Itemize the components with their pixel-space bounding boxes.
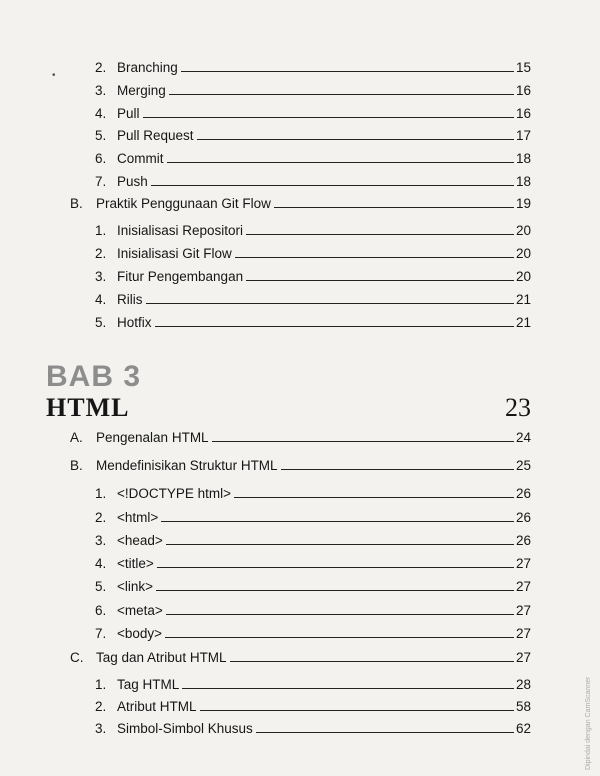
entry-label: <head> — [117, 533, 163, 548]
entry-number: 2. — [95, 246, 107, 261]
toc-section — [70, 430, 531, 445]
leader-line — [200, 709, 514, 711]
leader-line — [155, 325, 514, 327]
entry-label: <html> — [117, 510, 159, 525]
entry-page: 17 — [515, 128, 531, 143]
leader-line — [166, 543, 514, 545]
entry-label: <link> — [117, 579, 154, 594]
entry-label: Simbol-Simbol Khusus — [117, 721, 253, 736]
entry-page: 20 — [515, 246, 531, 261]
entry-number: 2. — [95, 60, 107, 75]
entry-page: 27 — [515, 579, 531, 594]
toc-entry — [95, 292, 531, 307]
toc-entry — [95, 603, 531, 618]
entry-page: 18 — [515, 174, 531, 189]
entry-number: 1. — [95, 223, 107, 238]
entry-number: 5. — [95, 128, 107, 143]
entry-label: Commit — [117, 151, 164, 166]
entry-number: 4. — [95, 106, 107, 121]
toc-entry — [95, 128, 531, 143]
entry-label: <meta> — [117, 603, 163, 618]
entry-page: 27 — [515, 626, 531, 641]
entry-page: 16 — [515, 106, 531, 121]
chapter-title: HTML — [46, 393, 130, 422]
entry-page: 26 — [515, 486, 531, 501]
entry-label: Push — [117, 174, 148, 189]
leader-line — [166, 613, 514, 615]
section-page: 24 — [515, 430, 531, 445]
leader-line — [230, 660, 514, 662]
section-letter: B. — [70, 458, 83, 473]
entry-page: 62 — [515, 721, 531, 736]
entry-page: 20 — [515, 269, 531, 284]
entry-label: <body> — [117, 626, 163, 641]
toc-entry — [95, 223, 531, 238]
toc-entry — [95, 486, 531, 501]
leader-line — [234, 496, 514, 498]
entry-label: Fitur Pengembangan — [117, 269, 244, 284]
section-letter: A. — [70, 430, 83, 445]
entry-number: 4. — [95, 292, 107, 307]
entry-label: Pull Request — [117, 128, 194, 143]
entry-number: 1. — [95, 486, 107, 501]
leader-line — [197, 138, 514, 140]
section-letter: B. — [70, 196, 83, 211]
section-page: 19 — [515, 196, 531, 211]
leader-line — [167, 161, 514, 163]
toc-entry — [95, 579, 531, 594]
section-label: Pengenalan HTML — [96, 430, 209, 445]
entry-number: 2. — [95, 699, 107, 714]
entry-page: 28 — [515, 677, 531, 692]
toc-entry — [95, 151, 531, 166]
leader-line — [165, 636, 514, 638]
entry-number: 5. — [95, 315, 107, 330]
toc-section — [70, 196, 531, 211]
stray-mark: • — [52, 70, 56, 81]
entry-label: Merging — [117, 83, 166, 98]
toc-entry — [95, 174, 531, 189]
leader-line — [235, 256, 514, 258]
entry-page: 27 — [515, 603, 531, 618]
entry-page: 20 — [515, 223, 531, 238]
entry-page: 21 — [515, 292, 531, 307]
scanner-watermark: Dipindai dengan CamScanner — [585, 676, 592, 770]
section-page: 27 — [515, 650, 531, 665]
leader-line — [181, 70, 514, 72]
entry-page: 27 — [515, 556, 531, 571]
entry-number: 1. — [95, 677, 107, 692]
entry-label: Pull — [117, 106, 140, 121]
entry-page: 26 — [515, 510, 531, 525]
entry-label: Atribut HTML — [117, 699, 197, 714]
entry-number: 7. — [95, 626, 107, 641]
entry-label: Branching — [117, 60, 178, 75]
toc-entry — [95, 269, 531, 284]
toc-section — [70, 458, 531, 473]
entry-page: 15 — [515, 60, 531, 75]
entry-number: 5. — [95, 579, 107, 594]
entry-page: 21 — [515, 315, 531, 330]
entry-number: 3. — [95, 533, 107, 548]
toc-entry — [95, 315, 531, 330]
leader-line — [151, 184, 514, 186]
chapter-page: 23 — [505, 393, 531, 422]
leader-line — [246, 233, 514, 235]
section-label: Tag dan Atribut HTML — [96, 650, 227, 665]
entry-number: 3. — [95, 721, 107, 736]
entry-page: 26 — [515, 533, 531, 548]
leader-line — [256, 731, 514, 733]
leader-line — [169, 93, 514, 95]
toc-entry — [95, 556, 531, 571]
entry-label: Inisialisasi Repositori — [117, 223, 244, 238]
entry-label: Hotfix — [117, 315, 152, 330]
section-label: Mendefinisikan Struktur HTML — [96, 458, 278, 473]
entry-number: 4. — [95, 556, 107, 571]
entry-page: 16 — [515, 83, 531, 98]
toc-entry — [95, 83, 531, 98]
toc-entry — [95, 510, 531, 525]
leader-line — [246, 279, 514, 281]
toc-entry — [95, 699, 531, 714]
entry-number: 2. — [95, 510, 107, 525]
entry-number: 3. — [95, 269, 107, 284]
toc-entry — [95, 533, 531, 548]
leader-line — [156, 589, 514, 591]
section-letter: C. — [70, 650, 84, 665]
toc-entry — [95, 60, 531, 75]
leader-line — [212, 440, 514, 442]
entry-page: 18 — [515, 151, 531, 166]
toc-entry — [95, 246, 531, 261]
leader-line — [157, 566, 514, 568]
leader-line — [161, 520, 514, 522]
section-label: Praktik Penggunaan Git Flow — [96, 196, 271, 211]
toc-entry — [95, 626, 531, 641]
toc-section — [70, 650, 531, 665]
leader-line — [146, 302, 514, 304]
entry-label: Tag HTML — [117, 677, 180, 692]
entry-label: <title> — [117, 556, 154, 571]
entry-page: 58 — [515, 699, 531, 714]
leader-line — [143, 116, 514, 118]
leader-line — [274, 206, 514, 208]
leader-line — [182, 687, 514, 689]
entry-label: Inisialisasi Git Flow — [117, 246, 232, 261]
section-page: 25 — [515, 458, 531, 473]
entry-number: 6. — [95, 603, 107, 618]
toc-entry — [95, 677, 531, 692]
entry-number: 7. — [95, 174, 107, 189]
entry-label: Rilis — [117, 292, 143, 307]
toc-entry — [95, 106, 531, 121]
leader-line — [281, 468, 514, 470]
entry-label: <!DOCTYPE html> — [117, 486, 232, 501]
toc-entry — [95, 721, 531, 736]
entry-number: 3. — [95, 83, 107, 98]
chapter-number: BAB 3 — [46, 360, 142, 393]
entry-number: 6. — [95, 151, 107, 166]
